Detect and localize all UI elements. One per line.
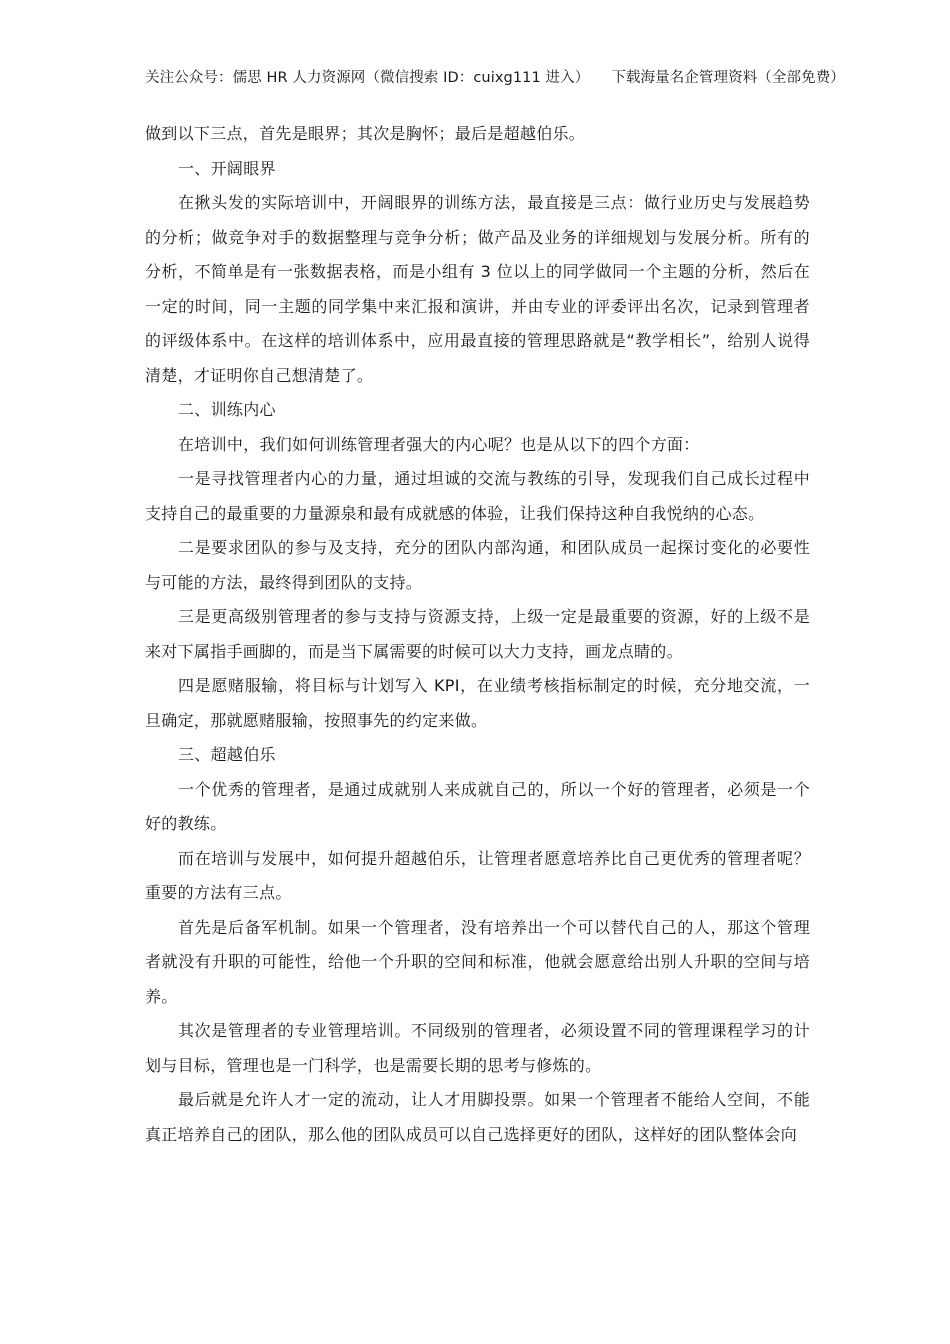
paragraph: 在培训中，我们如何训练管理者强大的内心呢？也是从以下的四个方面： [178,434,700,454]
paragraph: 在揪头发的实际培训中，开阔眼界的训练方法，最直接是三点：做行业历史与发展趋势的分析；做竞争对手的数据整理与竞争分析；做产品及业务的详细规划与发展分析。所有的分析，不简单是有一张数据表格，而是小组有 3 位以上的同学做同一个主题的分析，然后在一定的时间，同一主题的同学集中来汇报和演讲，并由专业的评委评出名次，记录到管理者的评级体系中。在这样的培训体系中，应用最直接的管理思路就是“教学相长”，给别人说得清楚，才证明你自己想清楚了。 [145,193,810,385]
paragraph: 做到以下三点，首先是眼界；其次是胸怀；最后是超越伯乐。 [145,124,586,143]
document-body [145,117,810,1152]
page-header [145,66,845,87]
section-heading: 一、开阔眼界 [178,158,276,178]
section-heading: 二、训练内心 [178,400,276,419]
section-heading: 三、超越伯乐 [178,745,276,764]
paragraph: 二是要求团队的参与及支持，充分的团队内部沟通，和团队成员一起探讨变化的必要性与可能的方法，最终得到团队的支持。 [145,538,810,592]
paragraph: 首先是后备军机制。如果一个管理者，没有培养出一个可以替代自己的人，那这个管理者就没有升职的可能性，给他一个升职的空间和标准，他就会愿意给出别人升职的空间与培养。 [145,917,810,1006]
paragraph: 而在培训与发展中，如何提升超越伯乐，让管理者愿意培养比自己更优秀的管理者呢？重要的方法有三点。 [145,848,810,902]
paragraph: 四是愿赌服输，将目标与计划写入 KPI，在业绩考核指标制定的时候，充分地交流，一旦确定，那就愿赌服输，按照事先的约定来做。 [145,676,810,730]
paragraph: 其次是管理者的专业管理培训。不同级别的管理者，必须设置不同的管理课程学习的计划与目标，管理也是一门科学，也是需要长期的思考与修炼的。 [145,1021,810,1075]
paragraph: 一个优秀的管理者，是通过成就别人来成就自己的，所以一个好的管理者，必须是一个好的教练。 [145,779,810,833]
paragraph: 一是寻找管理者内心的力量，通过坦诚的交流与教练的引导，发现我们自己成长过程中支持自己的最重要的力量源泉和最有成就感的体验，让我们保持这种自我悦纳的心态。 [145,469,810,523]
paragraph: 三是更高级别管理者的参与支持与资源支持，上级一定是最重要的资源，好的上级不是来对下属指手画脚的，而是当下属需要的时候可以大力支持，画龙点睛的。 [145,607,810,661]
paragraph: 最后就是允许人才一定的流动，让人才用脚投票。如果一个管理者不能给人空间，不能真正培养自己的团队，那么他的团队成员可以自己选择更好的团队，这样好的团队整体会向 [145,1090,810,1144]
header-right-text: 下载海量名企管理资料（全部免费） [611,70,845,86]
header-left-text: 关注公众号：儒思 HR 人力资源网（微信搜索 ID：cuixg111 进入） [145,70,590,86]
